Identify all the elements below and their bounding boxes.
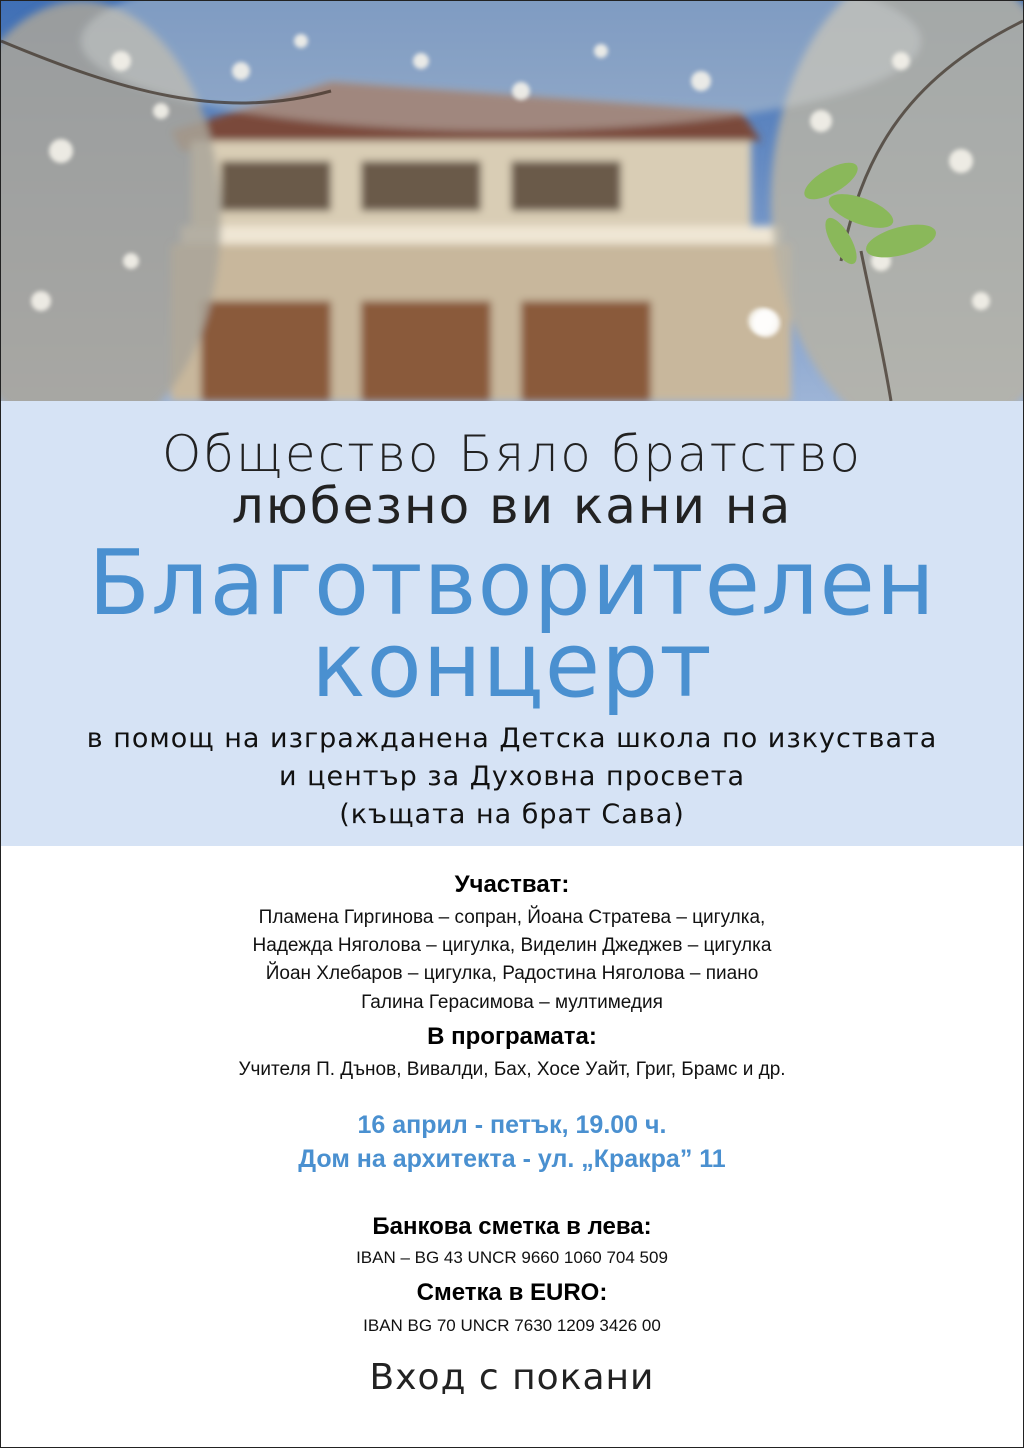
title-line-1: Благотворителен bbox=[88, 531, 936, 636]
event-date: 16 април - петък, 19.00 ч. bbox=[357, 1111, 667, 1139]
participants-line: Пламена Гиргинова – сопран, Йоана Стратева – цигулка, bbox=[258, 907, 766, 928]
program-text: Учителя П. Дънов, Вивалди, Бах, Хосе Уайт, Григ, Брамс и др. bbox=[238, 1059, 786, 1080]
header-photo bbox=[1, 1, 1023, 401]
event-place: Дом на архитекта - ул. „Кракра” 11 bbox=[298, 1145, 726, 1173]
eur-iban: IBAN BG 70 UNCR 7630 1209 3426 00 bbox=[363, 1316, 661, 1335]
participants-line: Йоан Хлебаров – цигулка, Радостина Няголова – пиано bbox=[265, 963, 759, 984]
bgn-account-heading: Банкова сметка в лева: bbox=[372, 1213, 652, 1240]
bgn-iban: IBAN – BG 43 UNCR 9660 1060 704 509 bbox=[356, 1248, 668, 1267]
participants-line: Надежда Няголова – цигулка, Виделин Джеджев – цигулка bbox=[252, 935, 772, 956]
participants-heading: Участват: bbox=[454, 871, 570, 898]
invite-line: любезно ви кани на bbox=[231, 477, 793, 535]
program-heading: В програмата: bbox=[427, 1023, 597, 1050]
participants-line: Галина Герасимова – мултимедия bbox=[361, 992, 663, 1013]
purpose-line-1: в помощ на изгражданена Детска школа по изкуствата bbox=[86, 723, 938, 754]
org-line: Общество Бяло братство bbox=[162, 425, 862, 483]
purpose-line-3: (къщата на брат Сава) bbox=[339, 799, 685, 830]
entry-note: Вход с покани bbox=[369, 1357, 655, 1398]
eur-account-heading: Сметка в EURO: bbox=[416, 1279, 608, 1306]
house-photo-illustration bbox=[1, 1, 1023, 401]
purpose-line-2: и център за Духовна просвета bbox=[279, 761, 745, 792]
title-line-2: концерт bbox=[311, 613, 713, 718]
